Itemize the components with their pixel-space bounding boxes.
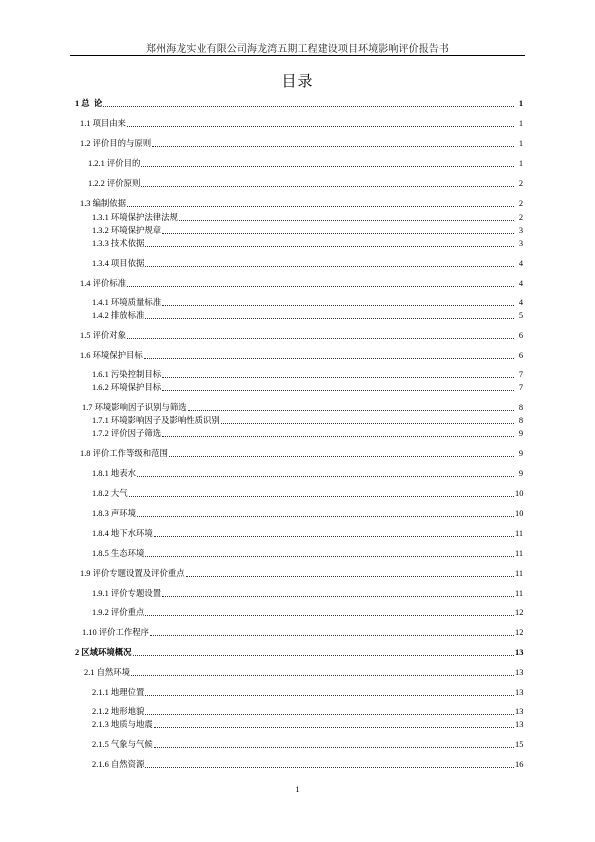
toc-entry-title: 环境保护目标	[110, 383, 162, 392]
toc-entry[interactable]	[92, 428, 523, 440]
toc-entry-page: 6	[518, 351, 523, 360]
toc-entry[interactable]	[80, 330, 523, 342]
toc-entry-page: 9	[518, 469, 523, 478]
toc-entry[interactable]	[92, 258, 523, 270]
toc-entry-title: 编制依据	[92, 199, 127, 208]
toc-entry-page: 13	[515, 707, 524, 716]
toc-entry-number: 1.2	[80, 139, 93, 148]
toc-heading: 目录	[281, 74, 314, 90]
toc-entry-title: 评价重点	[110, 608, 145, 617]
toc-entry[interactable]	[92, 508, 523, 520]
toc-entry-number: 1.9.1	[92, 589, 111, 598]
toc-dot-leader	[127, 126, 514, 127]
toc-entry-title: 评价目的	[106, 159, 141, 168]
toc-entry-number: 1.3.2	[92, 226, 111, 235]
toc-dot-leader	[145, 767, 514, 768]
toc-dot-leader	[154, 727, 514, 728]
toc-dot-leader	[150, 635, 514, 636]
toc-entry-number: 1	[75, 99, 82, 108]
toc-entry-number: 1.1	[80, 119, 93, 128]
toc-entry-page: 1	[518, 119, 523, 128]
toc-entry-number: 1.6.1	[92, 370, 111, 379]
toc-entry-number: 1.4.1	[92, 298, 111, 307]
toc-entry-page: 4	[518, 298, 523, 307]
toc-entry-number: 1.3.3	[92, 239, 111, 248]
toc-entry-page: 1	[518, 159, 523, 168]
toc-entry-page: 11	[515, 589, 524, 598]
toc-entry-page: 9	[518, 429, 523, 438]
toc-entry-number: 1.3.1	[92, 213, 111, 222]
toc-entry-page: 15	[515, 740, 524, 749]
toc-entry[interactable]	[82, 402, 523, 414]
toc-entry-page: 12	[515, 628, 524, 637]
toc-entry-page: 2	[518, 213, 523, 222]
document-header-title: 郑州海龙实业有限公司海龙湾五期工程建设项目环境影响评价报告书	[146, 44, 449, 55]
toc-entry-number: 2.1.6	[92, 760, 111, 769]
toc-entry-number: 1.8.5	[92, 549, 111, 558]
toc-dot-leader	[162, 436, 514, 437]
toc-entry[interactable]	[92, 468, 523, 480]
toc-entry-page: 13	[515, 720, 524, 729]
toc-entry-page: 13	[515, 668, 524, 677]
toc-dot-leader	[145, 266, 514, 267]
toc-entry-number: 1.9.2	[92, 608, 111, 617]
toc-entry-number: 1.9	[80, 569, 93, 578]
toc-dot-leader	[154, 747, 514, 748]
toc-entry-number: 2	[75, 648, 82, 657]
toc-entry-page: 11	[515, 549, 524, 558]
toc-entry-number: 1.7.2	[92, 429, 111, 438]
toc-entry-number: 1.8.4	[92, 529, 111, 538]
toc-dot-leader	[145, 556, 514, 557]
toc-entry[interactable]	[88, 178, 523, 190]
toc-dot-leader	[137, 476, 514, 477]
toc-entry-title: 评价专题设置及评价重点	[92, 569, 185, 578]
toc-dot-leader	[179, 220, 514, 221]
toc-entry-page: 6	[518, 331, 523, 340]
toc-dot-leader	[131, 675, 514, 676]
toc-entry[interactable]	[80, 118, 523, 130]
toc-entry-title: 评价原则	[106, 179, 141, 188]
toc-entry-number: 1.7	[82, 403, 95, 412]
toc-entry-title: 地理位置	[110, 688, 145, 697]
toc-entry[interactable]	[88, 158, 523, 170]
toc-dot-leader	[162, 596, 514, 597]
toc-entry[interactable]	[80, 278, 523, 290]
header-divider	[70, 55, 525, 56]
toc-entry-page: 9	[518, 449, 523, 458]
toc-entry[interactable]	[92, 382, 523, 394]
toc-dot-leader	[162, 377, 514, 378]
toc-entry[interactable]	[92, 588, 523, 600]
toc-entry[interactable]	[92, 212, 523, 224]
toc-entry-number: 1.4.2	[92, 311, 111, 320]
toc-entry-number: 2.1.5	[92, 740, 111, 749]
toc-entry[interactable]	[92, 369, 523, 381]
toc-entry-title: 评价对象	[92, 331, 127, 340]
toc-entry-title: 项目依据	[110, 259, 145, 268]
toc-entry-page: 8	[518, 403, 523, 412]
toc-entry-number: 1.2.2	[88, 179, 107, 188]
toc-entry[interactable]	[92, 687, 523, 699]
toc-entry[interactable]	[92, 225, 523, 237]
toc-entry-page: 4	[518, 259, 523, 268]
toc-entry-title: 排放标准	[110, 311, 145, 320]
toc-entry-number: 2.1	[84, 668, 97, 677]
toc-entry-title: 评价目的与原则	[92, 139, 152, 148]
toc-entry-title: 评价专题设置	[110, 589, 162, 598]
page-number: 1	[295, 784, 300, 794]
toc-entry-number: 1.4	[80, 279, 93, 288]
toc-entry-page: 11	[515, 569, 524, 578]
toc-entry-number: 1.6.2	[92, 383, 111, 392]
toc-dot-leader	[137, 516, 514, 517]
toc-entry[interactable]	[80, 448, 523, 460]
toc-entry-title: 环境影响因子及影响性质识别	[110, 416, 220, 425]
toc-entry-page: 4	[518, 279, 523, 288]
toc-entry-page: 10	[515, 509, 524, 518]
toc-dot-leader	[145, 695, 514, 696]
toc-entry-page: 1	[518, 99, 523, 108]
toc-entry-number: 1.7.1	[92, 416, 111, 425]
toc-dot-leader	[127, 286, 514, 287]
toc-entry[interactable]	[92, 706, 523, 718]
toc-entry-page: 13	[515, 688, 524, 697]
toc-dot-leader	[145, 318, 514, 319]
toc-entry-page: 13	[515, 648, 524, 657]
toc-dot-leader	[129, 496, 514, 497]
toc-entry-page: 12	[515, 608, 524, 617]
toc-entry-page: 3	[518, 226, 523, 235]
toc-entry-number: 1.8.3	[92, 509, 111, 518]
toc-entry[interactable]	[92, 238, 523, 250]
toc-entry-number: 1.2.1	[88, 159, 107, 168]
toc-dot-leader	[133, 655, 514, 656]
toc-entry-number: 1.8.2	[92, 489, 111, 498]
toc-entry-title: 自然资源	[110, 760, 145, 769]
toc-dot-leader	[186, 576, 514, 577]
toc-entry-number: 1.8	[80, 449, 93, 458]
toc-dot-leader	[162, 233, 514, 234]
toc-entry[interactable]	[75, 98, 523, 110]
toc-entry-page: 10	[515, 489, 524, 498]
toc-entry-page: 11	[515, 529, 524, 538]
toc-dot-leader	[152, 146, 514, 147]
toc-dot-leader	[154, 536, 514, 537]
toc-dot-leader	[145, 246, 514, 247]
toc-entry-number: 1.10	[82, 628, 99, 637]
toc-entry-title: 环境保护法律法规	[110, 213, 178, 222]
toc-entry-title: 地下水环境	[110, 529, 153, 538]
toc-entry[interactable]	[92, 739, 523, 751]
toc-entry-title: 评价工作等级和范围	[92, 449, 168, 458]
toc-entry[interactable]	[82, 627, 523, 639]
toc-dot-leader	[188, 410, 514, 411]
toc-entry-page: 7	[518, 383, 523, 392]
toc-entry-title: 地质与地震	[110, 720, 153, 729]
toc-entry-page: 2	[518, 199, 523, 208]
toc-dot-leader	[162, 390, 514, 391]
toc-entry-number: 1.3	[80, 199, 93, 208]
toc-entry-title: 技术依据	[110, 239, 145, 248]
toc-entry-number: 2.1.2	[92, 707, 111, 716]
toc-dot-leader	[169, 456, 514, 457]
toc-entry-number: 1.5	[80, 331, 93, 340]
toc-dot-leader	[141, 166, 514, 167]
toc-entry[interactable]	[92, 719, 523, 731]
toc-entry[interactable]	[92, 310, 523, 322]
toc-entry-page: 1	[518, 139, 523, 148]
toc-entry-title: 声环境	[110, 509, 136, 518]
toc-dot-leader	[127, 206, 514, 207]
toc-entry-number: 1.6	[80, 351, 93, 360]
toc-entry[interactable]	[92, 415, 523, 427]
toc-entry[interactable]	[80, 138, 523, 150]
toc-entry[interactable]	[92, 607, 523, 619]
toc-entry[interactable]	[92, 488, 523, 500]
toc-entry-number: 1.8.1	[92, 469, 111, 478]
toc-entry-page: 8	[518, 416, 523, 425]
toc-dot-leader	[144, 358, 514, 359]
toc-entry-page: 5	[518, 311, 523, 320]
toc-entry-title: 总 论	[81, 99, 103, 108]
toc-dot-leader	[141, 186, 514, 187]
toc-entry[interactable]	[75, 647, 523, 659]
toc-entry-number: 1.3.4	[92, 259, 111, 268]
toc-entry[interactable]	[80, 198, 523, 210]
toc-entry[interactable]	[92, 759, 523, 771]
toc-entry-title: 地表水	[110, 469, 136, 478]
toc-entry-title: 评价工作程序	[98, 628, 149, 637]
toc-entry-title: 大气	[110, 489, 128, 498]
toc-entry-title: 环境质量标准	[110, 298, 162, 307]
toc-entry[interactable]	[80, 568, 523, 580]
toc-entry[interactable]	[92, 528, 523, 540]
toc-dot-leader	[145, 615, 514, 616]
toc-entry[interactable]	[92, 548, 523, 560]
toc-entry[interactable]	[80, 350, 523, 362]
toc-entry-title: 环境保护规章	[110, 226, 162, 235]
toc-entry-page: 2	[518, 179, 523, 188]
toc-entry-title: 评价标准	[92, 279, 127, 288]
toc-entry-title: 地形地貌	[110, 707, 145, 716]
toc-entry-title: 区域环境概况	[81, 648, 132, 657]
toc-entry-title: 污染控制目标	[110, 370, 162, 379]
toc-entry-number: 2.1.3	[92, 720, 111, 729]
toc-entry-title: 评价因子筛选	[110, 429, 162, 438]
toc-entry-page: 16	[515, 760, 524, 769]
toc-entry[interactable]	[84, 667, 523, 679]
toc-entry-title: 自然环境	[96, 668, 131, 677]
toc-entry-page: 7	[518, 370, 523, 379]
toc-dot-leader	[127, 338, 514, 339]
toc-entry-number: 2.1.1	[92, 688, 111, 697]
toc-entry-page: 3	[518, 239, 523, 248]
toc-entry-title: 气象与气候	[110, 740, 153, 749]
toc-entry-title: 生态环境	[110, 549, 145, 558]
toc-entry-title: 环境保护目标	[92, 351, 143, 360]
toc-entry-title: 项目由来	[92, 119, 127, 128]
toc-entry-title: 环境影响因子识别与筛选	[94, 403, 187, 412]
toc-entry[interactable]	[92, 297, 523, 309]
toc-dot-leader	[103, 106, 514, 107]
toc-dot-leader	[162, 305, 514, 306]
toc-dot-leader	[221, 423, 514, 424]
toc-dot-leader	[145, 714, 514, 715]
